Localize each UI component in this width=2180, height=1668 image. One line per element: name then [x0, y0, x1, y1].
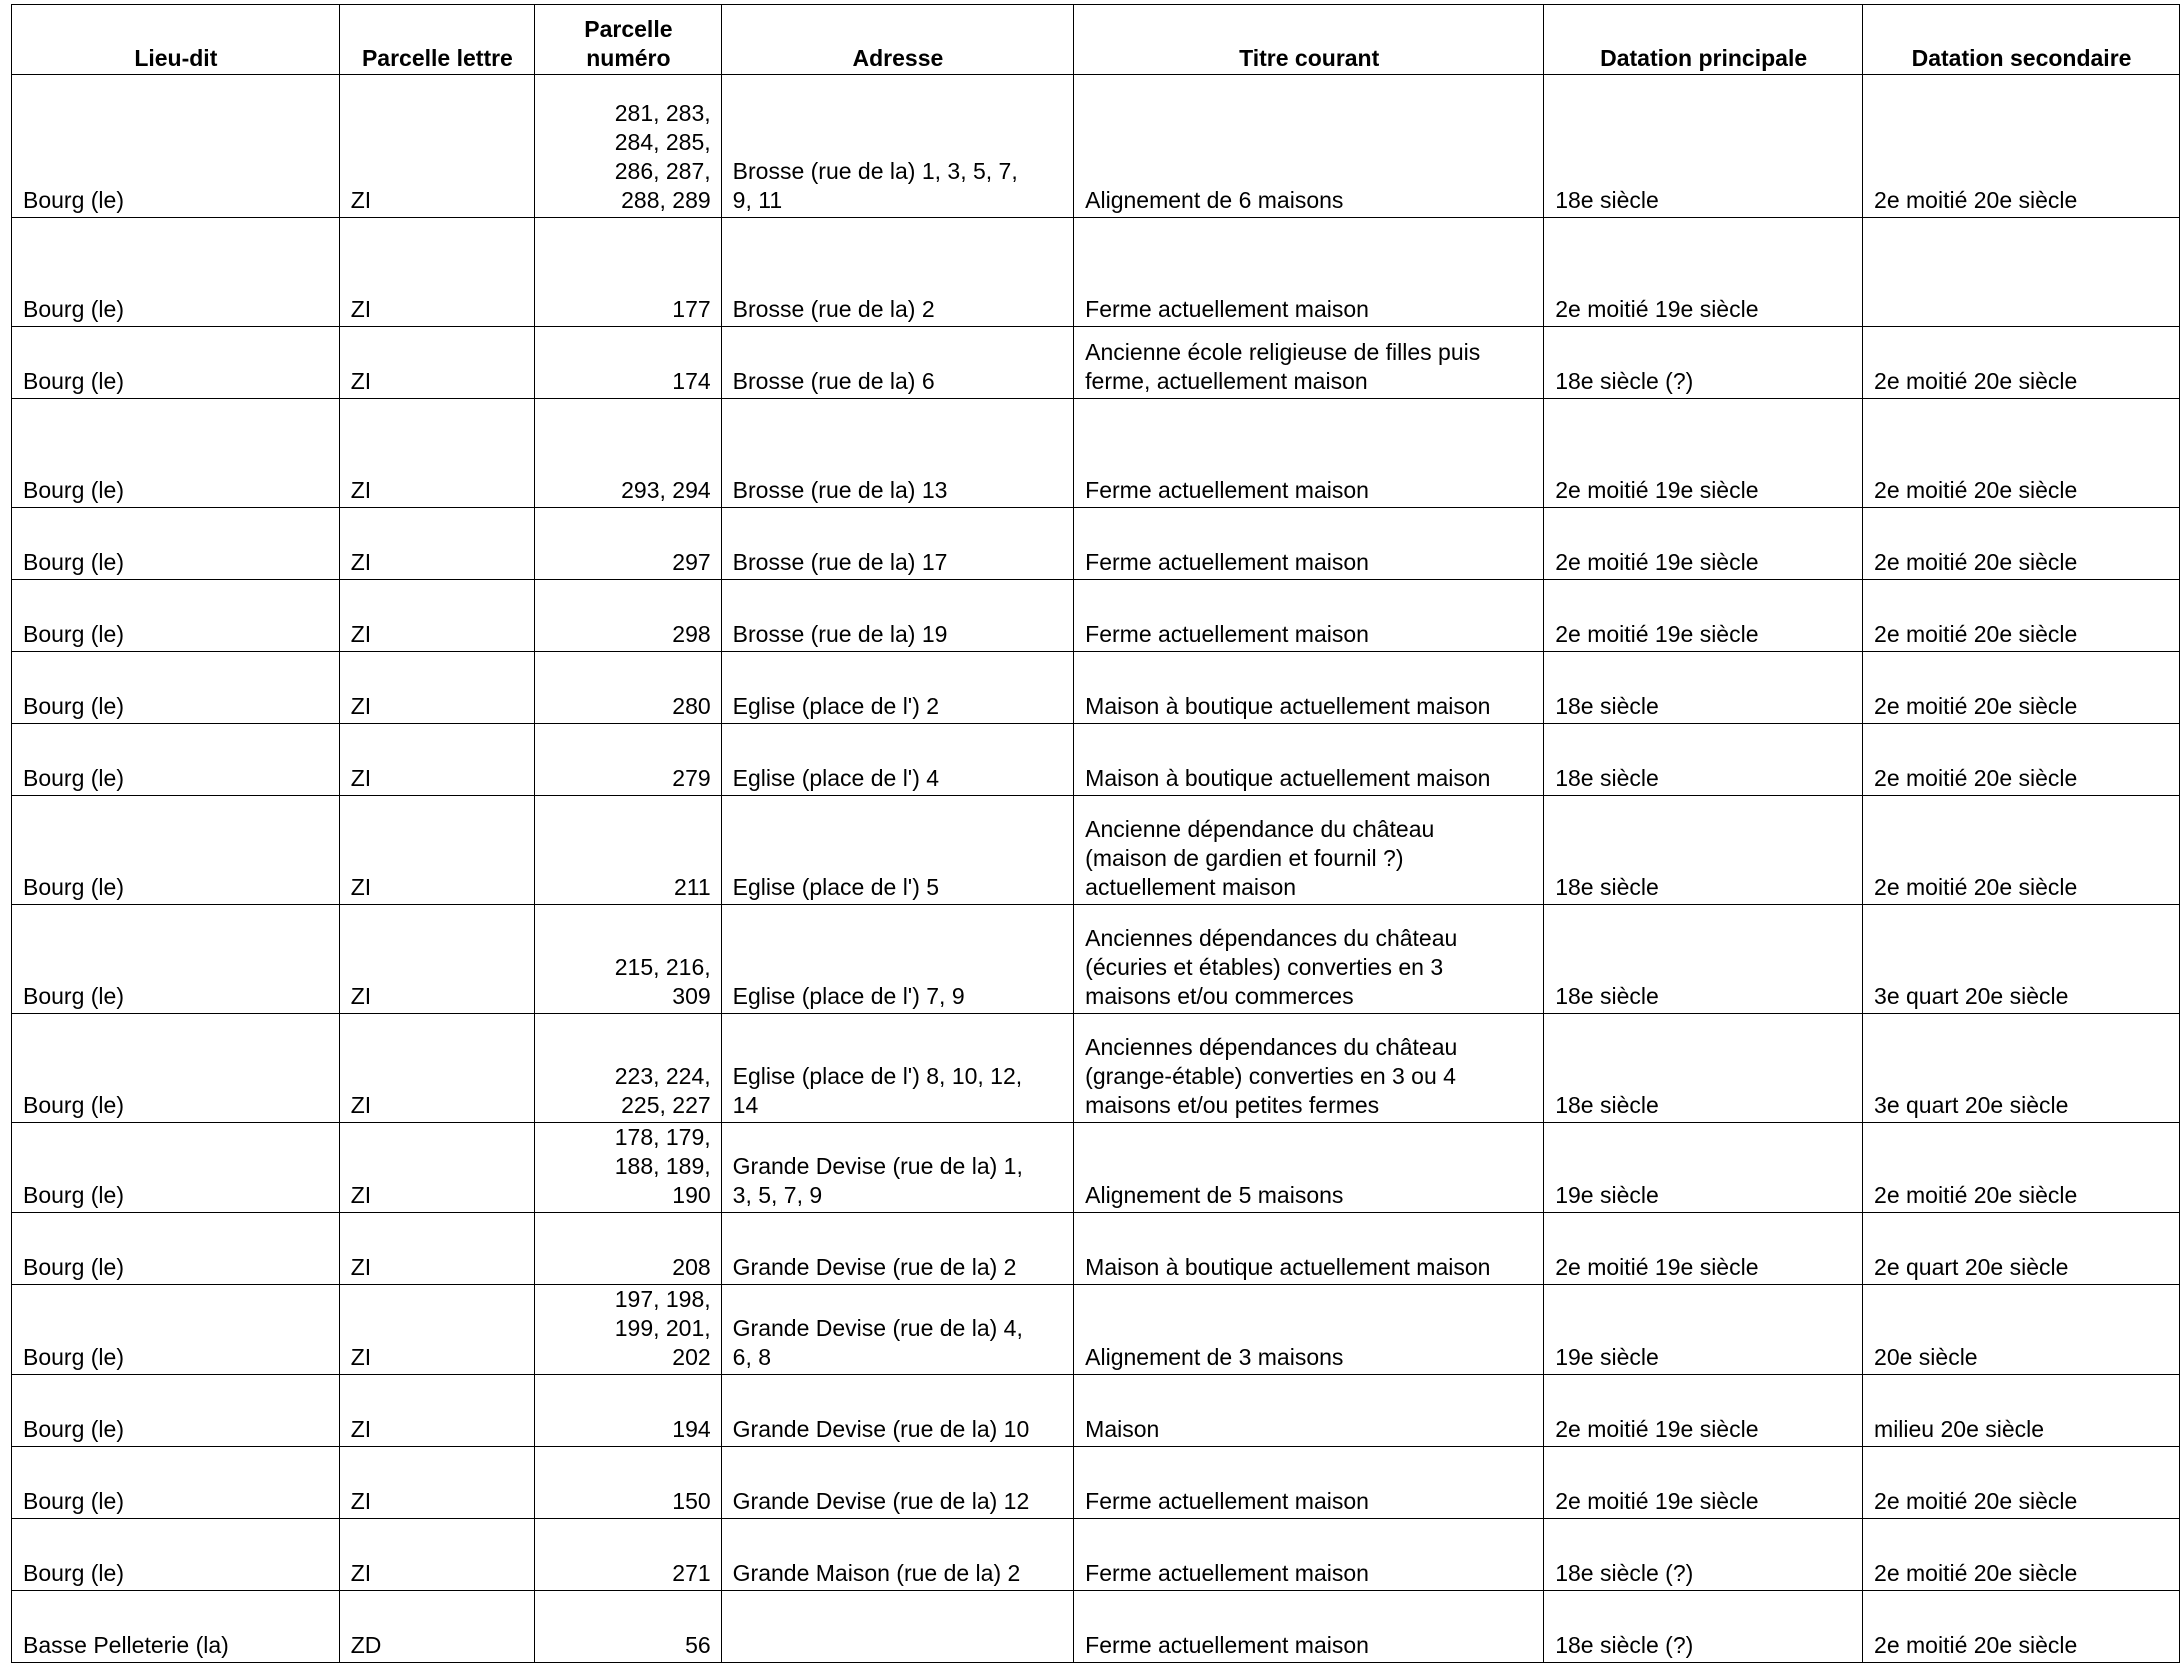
cell-titre-courant: Alignement de 6 maisons: [1074, 75, 1544, 218]
cell-datation-principale: 18e siècle: [1544, 652, 1863, 724]
cell-lieu-dit: Bourg (le): [12, 580, 340, 652]
cell-adresse: Grande Devise (rue de la) 4, 6, 8: [721, 1285, 1074, 1375]
cell-lieu-dit: Bourg (le): [12, 1447, 340, 1519]
cell-datation-secondaire: 20e siècle: [1863, 1285, 2180, 1375]
cell-titre-courant: Anciennes dépendances du château (grange-étable) converties en 3 ou 4 maisons et/ou petites fermes: [1074, 1014, 1544, 1123]
cell-parcelle-numero: 208: [535, 1213, 722, 1285]
cell-parcelle-lettre: ZI: [339, 1123, 534, 1213]
cell-adresse: Grande Devise (rue de la) 1, 3, 5, 7, 9: [721, 1123, 1074, 1213]
cell-parcelle-lettre: ZI: [339, 75, 534, 218]
cell-parcelle-numero: 177: [535, 218, 722, 327]
table-row: [12, 508, 2180, 580]
cell-lieu-dit: Bourg (le): [12, 399, 340, 508]
cell-adresse: Brosse (rue de la) 6: [721, 327, 1074, 399]
cell-lieu-dit: Bourg (le): [12, 1285, 340, 1375]
table-row: [12, 327, 2180, 399]
cell-datation-secondaire: 2e quart 20e siècle: [1863, 1213, 2180, 1285]
cell-datation-principale: 18e siècle: [1544, 796, 1863, 905]
cell-parcelle-numero: 174: [535, 327, 722, 399]
cell-datation-secondaire: 2e moitié 20e siècle: [1863, 1447, 2180, 1519]
cell-parcelle-numero: 223, 224, 225, 227: [535, 1014, 722, 1123]
cell-parcelle-lettre: ZI: [339, 652, 534, 724]
header-titre-courant: Titre courant: [1074, 5, 1544, 75]
cell-datation-principale: 18e siècle (?): [1544, 327, 1863, 399]
cell-titre-courant: Ancienne école religieuse de filles puis ferme, actuellement maison: [1074, 327, 1544, 399]
table-row: [12, 1285, 2180, 1375]
cell-adresse: Eglise (place de l') 4: [721, 724, 1074, 796]
cell-titre-courant: Ferme actuellement maison: [1074, 508, 1544, 580]
cell-datation-secondaire: 3e quart 20e siècle: [1863, 905, 2180, 1014]
cell-parcelle-lettre: ZI: [339, 1375, 534, 1447]
cell-parcelle-numero: 281, 283, 284, 285, 286, 287, 288, 289: [535, 75, 722, 218]
cell-parcelle-lettre: ZI: [339, 1285, 534, 1375]
cell-lieu-dit: Bourg (le): [12, 508, 340, 580]
cell-datation-principale: 2e moitié 19e siècle: [1544, 508, 1863, 580]
cell-titre-courant: Ferme actuellement maison: [1074, 1591, 1544, 1663]
cell-lieu-dit: Bourg (le): [12, 218, 340, 327]
cell-titre-courant: Ferme actuellement maison: [1074, 1519, 1544, 1591]
cell-adresse: Brosse (rue de la) 2: [721, 218, 1074, 327]
cell-titre-courant: Ferme actuellement maison: [1074, 1447, 1544, 1519]
cell-adresse: Grande Maison (rue de la) 2: [721, 1519, 1074, 1591]
cell-parcelle-lettre: ZI: [339, 724, 534, 796]
header-lieu-dit: Lieu-dit: [12, 5, 340, 75]
cell-datation-principale: 18e siècle (?): [1544, 1519, 1863, 1591]
cell-parcelle-lettre: ZD: [339, 1591, 534, 1663]
cell-datation-secondaire: [1863, 218, 2180, 327]
cell-titre-courant: Maison: [1074, 1375, 1544, 1447]
cell-lieu-dit: Bourg (le): [12, 652, 340, 724]
cell-adresse: Eglise (place de l') 8, 10, 12, 14: [721, 1014, 1074, 1123]
cell-parcelle-lettre: ZI: [339, 327, 534, 399]
cell-datation-secondaire: 2e moitié 20e siècle: [1863, 508, 2180, 580]
cell-parcelle-numero: 280: [535, 652, 722, 724]
cell-parcelle-numero: 194: [535, 1375, 722, 1447]
cell-datation-principale: 18e siècle: [1544, 905, 1863, 1014]
cell-titre-courant: Anciennes dépendances du château (écuries et étables) converties en 3 maisons et/ou commerces: [1074, 905, 1544, 1014]
cell-datation-principale: 19e siècle: [1544, 1123, 1863, 1213]
cell-datation-principale: 2e moitié 19e siècle: [1544, 1213, 1863, 1285]
cell-parcelle-numero: 211: [535, 796, 722, 905]
cell-parcelle-numero: 293, 294: [535, 399, 722, 508]
cell-parcelle-lettre: ZI: [339, 580, 534, 652]
cell-titre-courant: Maison à boutique actuellement maison: [1074, 652, 1544, 724]
cell-datation-secondaire: 3e quart 20e siècle: [1863, 1014, 2180, 1123]
cell-parcelle-numero: 297: [535, 508, 722, 580]
cell-titre-courant: Ferme actuellement maison: [1074, 399, 1544, 508]
cell-lieu-dit: Basse Pelleterie (la): [12, 1591, 340, 1663]
cell-lieu-dit: Bourg (le): [12, 905, 340, 1014]
cell-parcelle-numero: 56: [535, 1591, 722, 1663]
table-row: [12, 724, 2180, 796]
cell-datation-principale: 18e siècle: [1544, 75, 1863, 218]
cell-parcelle-lettre: ZI: [339, 1014, 534, 1123]
cell-parcelle-numero: 197, 198, 199, 201, 202: [535, 1285, 722, 1375]
cell-parcelle-numero: 279: [535, 724, 722, 796]
cell-adresse: Eglise (place de l') 5: [721, 796, 1074, 905]
header-parcelle-lettre: Parcelle lettre: [339, 5, 534, 75]
cell-adresse: Grande Devise (rue de la) 12: [721, 1447, 1074, 1519]
header-parcelle-numero: Parcelle numéro: [535, 5, 722, 75]
cell-datation-secondaire: 2e moitié 20e siècle: [1863, 580, 2180, 652]
table-row: [12, 1591, 2180, 1663]
cell-parcelle-lettre: ZI: [339, 905, 534, 1014]
cell-adresse: Eglise (place de l') 7, 9: [721, 905, 1074, 1014]
cell-datation-secondaire: milieu 20e siècle: [1863, 1375, 2180, 1447]
cell-adresse: [721, 1591, 1074, 1663]
cell-adresse: Grande Devise (rue de la) 2: [721, 1213, 1074, 1285]
cell-lieu-dit: Bourg (le): [12, 327, 340, 399]
cell-parcelle-lettre: ZI: [339, 1213, 534, 1285]
cell-datation-principale: 18e siècle: [1544, 1014, 1863, 1123]
table-row: [12, 1447, 2180, 1519]
table-row: [12, 1123, 2180, 1213]
cell-parcelle-numero: 298: [535, 580, 722, 652]
cell-datation-secondaire: 2e moitié 20e siècle: [1863, 1591, 2180, 1663]
header-datation-principale: Datation principale: [1544, 5, 1863, 75]
cell-datation-secondaire: 2e moitié 20e siècle: [1863, 1519, 2180, 1591]
cell-datation-secondaire: 2e moitié 20e siècle: [1863, 327, 2180, 399]
cell-titre-courant: Ferme actuellement maison: [1074, 218, 1544, 327]
cell-datation-principale: 2e moitié 19e siècle: [1544, 1447, 1863, 1519]
cell-parcelle-lettre: ZI: [339, 1519, 534, 1591]
cell-datation-principale: 18e siècle (?): [1544, 1591, 1863, 1663]
cell-parcelle-lettre: ZI: [339, 796, 534, 905]
header-datation-secondaire: Datation secondaire: [1863, 5, 2180, 75]
cell-parcelle-numero: 215, 216, 309: [535, 905, 722, 1014]
cell-datation-secondaire: 2e moitié 20e siècle: [1863, 652, 2180, 724]
cell-titre-courant: Alignement de 3 maisons: [1074, 1285, 1544, 1375]
table-row: [12, 218, 2180, 327]
cell-titre-courant: Ferme actuellement maison: [1074, 580, 1544, 652]
cell-adresse: Grande Devise (rue de la) 10: [721, 1375, 1074, 1447]
cell-titre-courant: Ancienne dépendance du château (maison de gardien et fournil ?) actuellement maison: [1074, 796, 1544, 905]
cell-parcelle-lettre: ZI: [339, 1447, 534, 1519]
cell-titre-courant: Alignement de 5 maisons: [1074, 1123, 1544, 1213]
cell-lieu-dit: Bourg (le): [12, 75, 340, 218]
cell-datation-principale: 18e siècle: [1544, 724, 1863, 796]
table-row: [12, 796, 2180, 905]
cell-adresse: Brosse (rue de la) 13: [721, 399, 1074, 508]
cell-parcelle-lettre: ZI: [339, 399, 534, 508]
inventory-table: [11, 4, 2180, 1663]
table-row: [12, 75, 2180, 218]
table-row: [12, 1519, 2180, 1591]
cell-lieu-dit: Bourg (le): [12, 1213, 340, 1285]
cell-adresse: Brosse (rue de la) 17: [721, 508, 1074, 580]
table-row: [12, 905, 2180, 1014]
cell-datation-secondaire: 2e moitié 20e siècle: [1863, 1123, 2180, 1213]
cell-titre-courant: Maison à boutique actuellement maison: [1074, 724, 1544, 796]
cell-parcelle-lettre: ZI: [339, 508, 534, 580]
cell-datation-principale: 2e moitié 19e siècle: [1544, 580, 1863, 652]
cell-datation-secondaire: 2e moitié 20e siècle: [1863, 399, 2180, 508]
cell-datation-secondaire: 2e moitié 20e siècle: [1863, 796, 2180, 905]
cell-adresse: Brosse (rue de la) 19: [721, 580, 1074, 652]
cell-lieu-dit: Bourg (le): [12, 724, 340, 796]
cell-lieu-dit: Bourg (le): [12, 1014, 340, 1123]
cell-lieu-dit: Bourg (le): [12, 1519, 340, 1591]
cell-lieu-dit: Bourg (le): [12, 796, 340, 905]
cell-parcelle-lettre: ZI: [339, 218, 534, 327]
cell-datation-principale: 2e moitié 19e siècle: [1544, 399, 1863, 508]
cell-adresse: Brosse (rue de la) 1, 3, 5, 7, 9, 11: [721, 75, 1074, 218]
table-row: [12, 1014, 2180, 1123]
cell-datation-secondaire: 2e moitié 20e siècle: [1863, 75, 2180, 218]
cell-parcelle-numero: 178, 179, 188, 189, 190: [535, 1123, 722, 1213]
header-row: [12, 5, 2180, 75]
cell-titre-courant: Maison à boutique actuellement maison: [1074, 1213, 1544, 1285]
cell-parcelle-numero: 150: [535, 1447, 722, 1519]
cell-lieu-dit: Bourg (le): [12, 1375, 340, 1447]
table-row: [12, 1375, 2180, 1447]
table-row: [12, 399, 2180, 508]
cell-datation-principale: 2e moitié 19e siècle: [1544, 1375, 1863, 1447]
table-row: [12, 1213, 2180, 1285]
table-row: [12, 580, 2180, 652]
cell-datation-principale: 2e moitié 19e siècle: [1544, 218, 1863, 327]
cell-datation-principale: 19e siècle: [1544, 1285, 1863, 1375]
cell-adresse: Eglise (place de l') 2: [721, 652, 1074, 724]
cell-lieu-dit: Bourg (le): [12, 1123, 340, 1213]
cell-parcelle-numero: 271: [535, 1519, 722, 1591]
table-row: [12, 652, 2180, 724]
header-adresse: Adresse: [721, 5, 1074, 75]
cell-datation-secondaire: 2e moitié 20e siècle: [1863, 724, 2180, 796]
